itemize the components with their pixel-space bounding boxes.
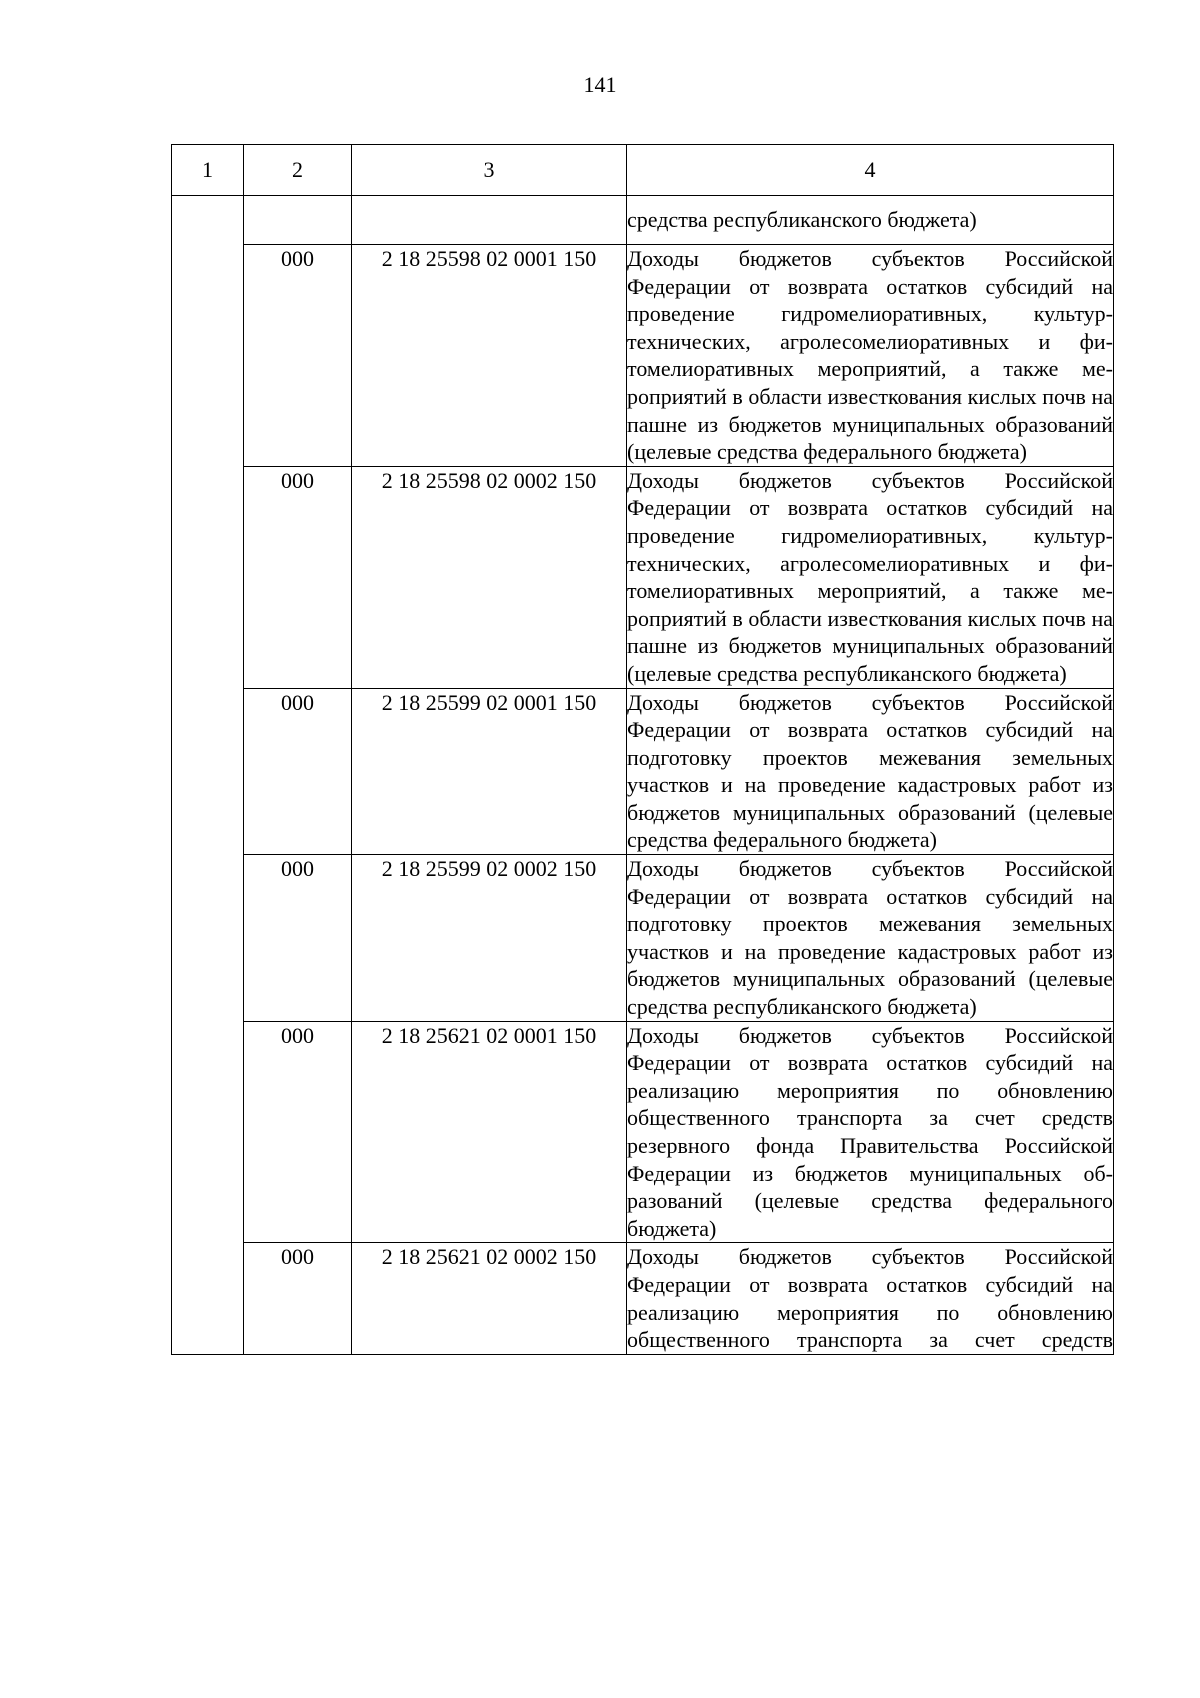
table-row [172,466,1114,688]
classification-code-cell: 2 18 25621 02 0002 150 [352,1243,627,1354]
admin-code-cell: 000 [244,245,352,467]
admin-code-cell: 000 [244,688,352,855]
continuation-row [172,196,1114,245]
description-cell: Доходы бюджетов субъектов Российской Федерации от возврата остатков субсидий на подготовку проектов межевания земельных участков и на проведение кадастровых работ из бюджетов муниципальных образований (целевые средства федерального бюджета) [627,688,1114,855]
header-col-2: 2 [244,145,352,196]
header-col-4: 4 [627,145,1114,196]
description-cell: Доходы бюджетов субъектов Российской Федерации от возврата остатков субсидий на проведение гидромелиоративных, культуртехнических, агролесомелиоративных и фитомелиоративных мероприятий, а также мероприятий в области известкования кислых почв на пашне из бюджетов муниципальных образований (целевые средства федерального бюджета) [627,245,1114,467]
merged-col-1-cell [172,196,244,1355]
classification-code-cell: 2 18 25598 02 0002 150 [352,466,627,688]
classification-code-cell: 2 18 25598 02 0001 150 [352,245,627,467]
budget-revenue-table [171,144,1114,1355]
table-row [172,1243,1114,1354]
description-cell: Доходы бюджетов субъектов Российской Федерации от возврата остатков субсидий на подготовку проектов межевания земельных участков и на проведение кадастровых работ из бюджетов муниципальных образований (целевые средства республиканского бюджета) [627,855,1114,1022]
table-row [172,245,1114,467]
description-cell: Доходы бюджетов субъектов Российской Федерации от возврата остатков субсидий на реализацию мероприятия по обновлению общественного транспорта за счет средств [627,1243,1114,1354]
description-cell: Доходы бюджетов субъектов Российской Федерации от возврата остатков субсидий на проведение гидромелиоративных, культуртехнических, агролесомелиоративных и фитомелиоративных мероприятий, а также мероприятий в области известкования кислых почв на пашне из бюджетов муниципальных образований (целевые средства республиканского бюджета) [627,466,1114,688]
description-cell: Доходы бюджетов субъектов Российской Федерации от возврата остатков субсидий на реализацию мероприятия по обновлению общественного транспорта за счет средств резервного фонда Правительства Российской Федерации из бюджетов муниципальных образований (целевые средства федерального бюджета) [627,1021,1114,1243]
classification-code-cell: 2 18 25621 02 0001 150 [352,1021,627,1243]
classification-code-cell: 2 18 25599 02 0001 150 [352,688,627,855]
continuation-admin-code-cell [244,196,352,245]
table-header-row [172,145,1114,196]
header-col-3: 3 [352,145,627,196]
continuation-description-cell: средства республиканского бюджета) [627,196,1114,245]
admin-code-cell: 000 [244,855,352,1022]
table-row [172,855,1114,1022]
admin-code-cell: 000 [244,1243,352,1354]
classification-code-cell: 2 18 25599 02 0002 150 [352,855,627,1022]
table-row [172,1021,1114,1243]
continuation-classification-code-cell [352,196,627,245]
table-row [172,688,1114,855]
header-col-1: 1 [172,145,244,196]
admin-code-cell: 000 [244,466,352,688]
admin-code-cell: 000 [244,1021,352,1243]
page-number: 141 [583,72,617,97]
